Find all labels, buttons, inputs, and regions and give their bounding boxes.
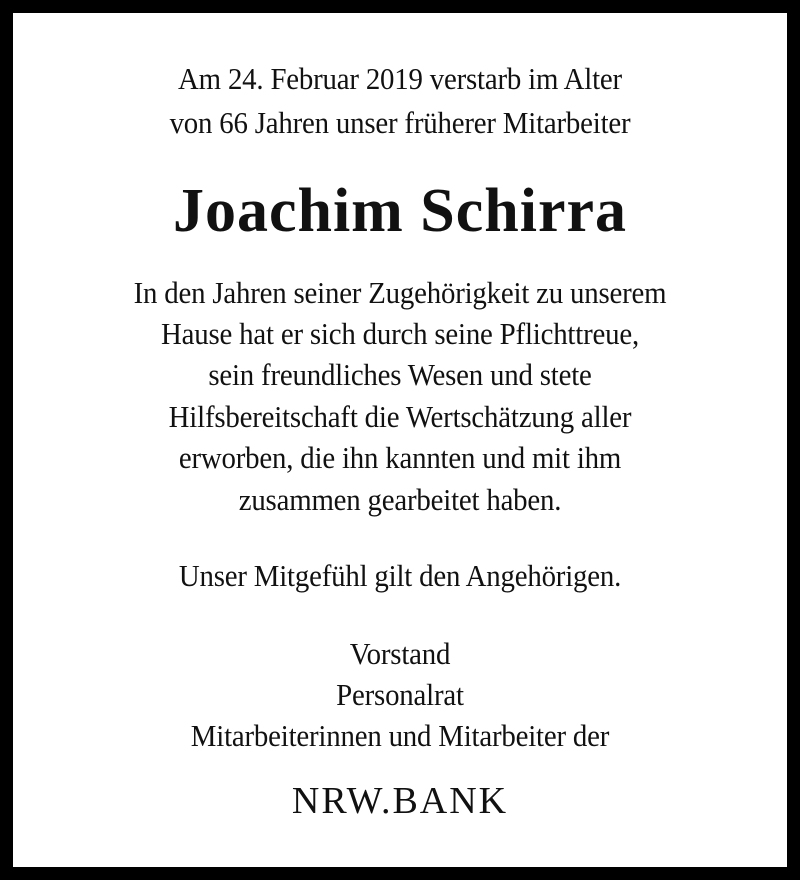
signatory-board: Vorstand bbox=[349, 636, 451, 671]
condolence-text: Unser Mitgefühl gilt den Angehörigen. bbox=[178, 558, 622, 593]
tribute-line-1: In den Jahren seiner Zugehörigkeit zu unserem bbox=[133, 275, 667, 310]
signatory-employees: Mitarbeiterinnen und Mitarbeiter der bbox=[190, 718, 610, 753]
tribute-line-3: sein freundliches Wesen und stete bbox=[208, 357, 592, 392]
tribute-line-2: Hause hat er sich durch seine Pflichttreue, bbox=[161, 316, 639, 351]
tribute-line-6: zusammen gearbeitet haben. bbox=[238, 482, 562, 517]
intro-line-1: Am 24. Februar 2019 verstarb im Alter bbox=[178, 61, 622, 96]
deceased-name: Joachim Schirra bbox=[172, 177, 628, 245]
tribute-line-5: erworben, die ihn kannten und mit ihm bbox=[178, 440, 622, 475]
organization-name: NRW.BANK bbox=[291, 780, 509, 822]
signatory-staff-council: Personalrat bbox=[336, 677, 464, 712]
tribute-line-4: Hilfsbereitschaft die Wertschätzung aller bbox=[168, 399, 632, 434]
obituary-notice bbox=[13, 13, 787, 867]
intro-line-2: von 66 Jahren unser früherer Mitarbeiter bbox=[169, 105, 631, 140]
